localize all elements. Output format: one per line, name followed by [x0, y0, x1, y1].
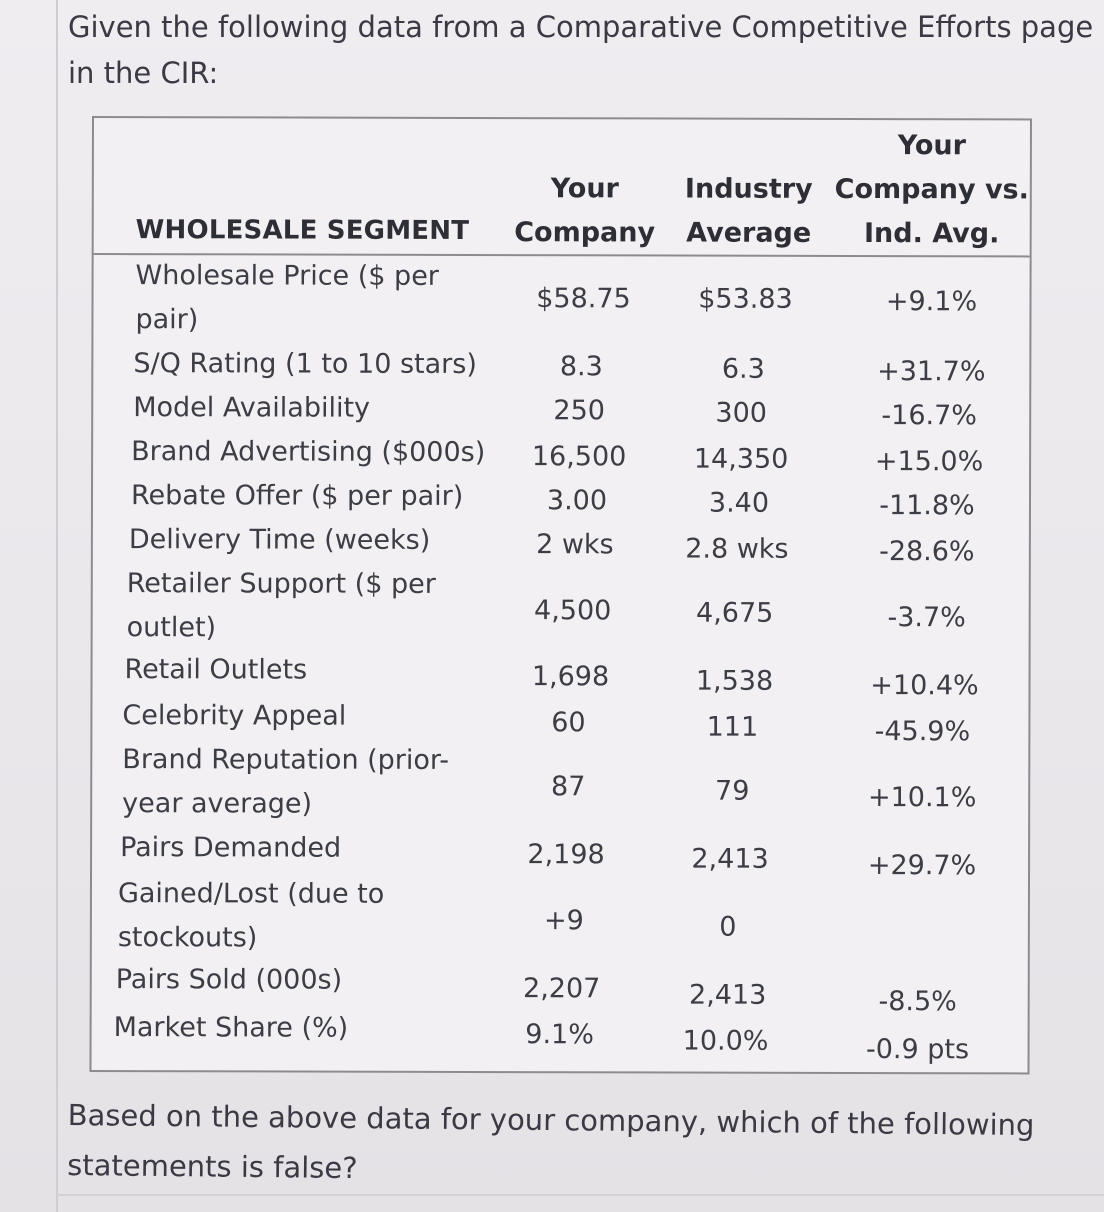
industry-average-value: 10.0% [682, 1025, 769, 1057]
row-label: Delivery Time (weeks) [128, 524, 431, 556]
difference-value: -11.8% [879, 490, 975, 522]
difference-value: -3.7% [887, 602, 966, 634]
industry-average-value: 14,350 [693, 443, 789, 475]
your-company-value: 2 wks [536, 529, 614, 561]
intro-text: Given the following data from a Comparative Competitive Efforts page in the CIR: [68, 10, 1094, 90]
industry-average-value: 111 [706, 711, 759, 743]
difference-value: +10.4% [870, 670, 979, 702]
row-label: Gained/Lost (due to stockouts) [117, 878, 385, 954]
your-company-value: +9 [543, 905, 584, 937]
row-label: Brand Advertising ($000s) [131, 436, 486, 469]
row-label: Retailer Support ($ per outlet) [126, 568, 436, 644]
difference-value: +29.7% [867, 850, 977, 882]
row-label: Retail Outlets [124, 654, 308, 686]
row-label: Pairs Demanded [120, 832, 342, 864]
table-body [92, 118, 1030, 1072]
comparative-efforts-table [89, 116, 1031, 1074]
industry-average-value: 0 [719, 911, 737, 943]
row-label: Brand Reputation (prior-year average) [122, 744, 450, 820]
row-label: Market Share (%) [113, 1012, 349, 1044]
row-label: Rebate Offer ($ per pair) [130, 480, 464, 512]
industry-average-value: 79 [715, 775, 750, 807]
question-text: Based on the above data for your company, which of the following statements is false? [67, 1097, 1035, 1186]
your-company-value: 250 [553, 395, 606, 427]
difference-value: +15.0% [874, 446, 984, 478]
your-company-value: $58.75 [536, 283, 631, 315]
difference-value: -28.6% [879, 536, 975, 568]
left-divider [56, 0, 58, 1212]
difference-value: -16.7% [881, 400, 978, 432]
industry-average-value: $53.83 [698, 283, 793, 315]
header-your-company: Your Company [514, 173, 656, 249]
your-company-value: 87 [551, 771, 586, 803]
difference-value: +9.1% [885, 286, 978, 318]
row-label: S/Q Rating (1 to 10 stars) [133, 348, 477, 381]
industry-average-value: 2,413 [689, 979, 767, 1011]
row-label: Pairs Sold (000s) [115, 964, 343, 996]
industry-average-value: 2,413 [691, 843, 769, 875]
header-industry-average: Industry Average [684, 173, 813, 249]
industry-average-value: 4,675 [696, 597, 774, 629]
difference-value: -45.9% [874, 716, 971, 748]
bottom-divider [56, 1194, 1104, 1196]
your-company-value: 1,698 [531, 661, 610, 693]
difference-value: -8.5% [878, 986, 957, 1018]
your-company-value: 60 [551, 707, 586, 739]
your-company-value: 2,207 [523, 973, 601, 1005]
industry-average-value: 6.3 [721, 353, 765, 385]
difference-value: +10.1% [867, 782, 977, 814]
header-vs-industry: Your Company vs. Ind. Avg. [834, 130, 1029, 250]
your-company-value: 16,500 [531, 441, 627, 473]
your-company-value: 9.1% [525, 1019, 594, 1051]
difference-value: +31.7% [877, 356, 986, 388]
industry-average-value: 2.8 wks [685, 533, 789, 565]
row-label: Wholesale Price ($ per pair) [135, 260, 439, 336]
industry-average-value: 300 [715, 397, 768, 429]
difference-value: -0.9 pts [865, 1034, 970, 1066]
header-wholesale-segment: WHOLESALE SEGMENT [135, 215, 470, 246]
your-company-value: 8.3 [559, 351, 603, 383]
industry-average-value: 3.40 [708, 487, 770, 519]
industry-average-value: 1,538 [695, 665, 774, 697]
your-company-value: 4,500 [534, 595, 612, 627]
your-company-value: 3.00 [546, 485, 608, 517]
your-company-value: 2,198 [527, 839, 605, 871]
row-label: Celebrity Appeal [122, 700, 347, 732]
row-label: Model Availability [133, 392, 371, 424]
